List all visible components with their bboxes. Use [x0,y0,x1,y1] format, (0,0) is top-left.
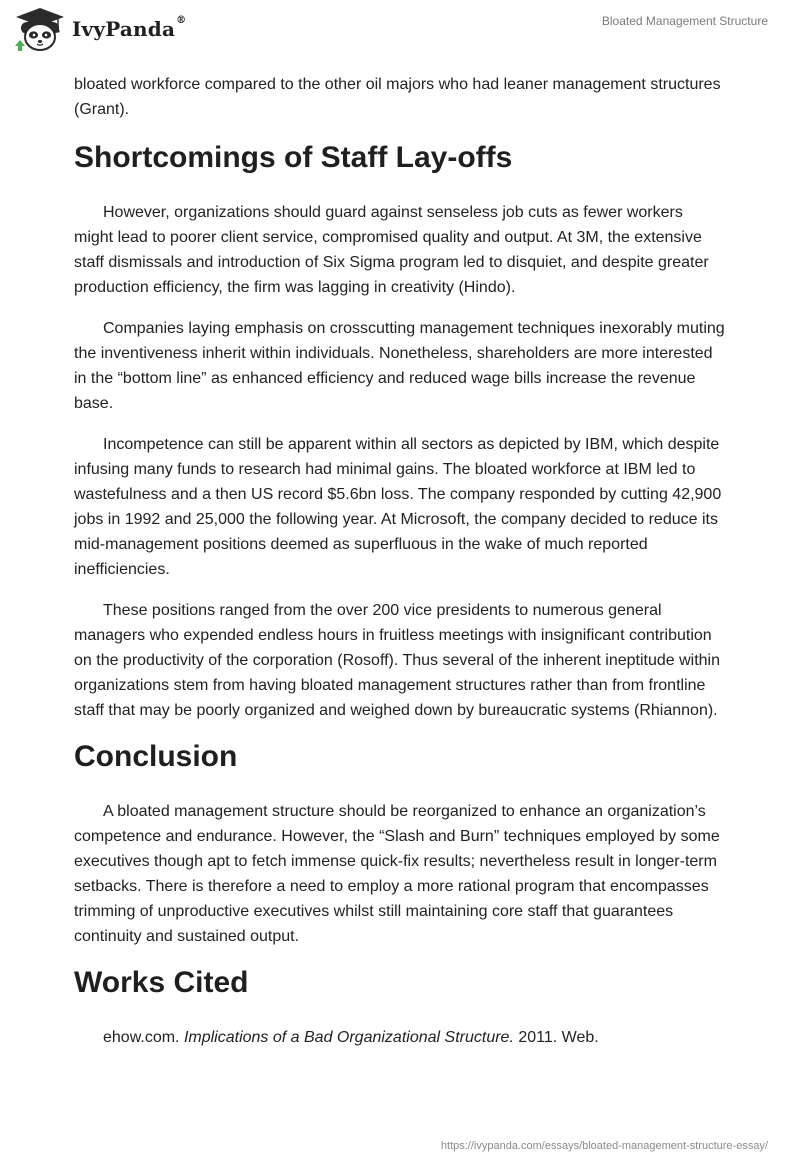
citation-year: 2011. Web. [518,1029,599,1046]
paragraph: Companies laying emphasis on crosscutting management techniques inexorably muting the inventiveness inherit within individuals. Nonetheless, shareholders are more interested in the “bottom line” as enhanced efficiency and reduced wage bills increase the revenue base. [74,320,725,412]
document-title: Bloated Management Structure [601,14,768,28]
footer-url[interactable]: https://ivypanda.com/essays/bloated-management-structure-essay/ [440,1140,768,1152]
page-header [0,0,800,70]
ivypanda-logo[interactable] [14,6,186,52]
section-heading-conclusion: Conclusion [74,740,238,773]
citation-title: Implications of a Bad Organizational Structure. [183,1029,514,1046]
section-heading-works-cited: Works Cited [74,966,249,999]
paragraph: However, organizations should guard against senseless job cuts as fewer workers might lead to poorer client service, compromised quality and output. At 3M, the extensive staff dismissals and introduction of Six Sigma program led to disquiet, and despite greater production efficiency, the firm was lagging in creativity (Hindo). [74,204,709,296]
intro-paragraph: bloated workforce compared to the other oil majors who had leaner management structures (Grant). [74,76,721,118]
citation-source: ehow.com. [103,1029,180,1046]
paragraph: These positions ranged from the over 200 vice presidents to numerous general managers who expended endless hours in fruitless meetings with insignificant contribution on the productivity of the corporation (Rosoff). Thus several of the inherent ineptitude within organizations stem from having bloated management structures rather than from frontline staff that may be poorly organized and weighed down by bureaucratic systems (Rhiannon). [74,602,720,719]
paragraph: Incompetence can still be apparent within all sectors as depicted by IBM, which despite infusing many funds to research had minimal gains. The bloated workforce at IBM led to wastefulness and a then US record $5.6bn loss. The company responded by cutting 42,900 jobs in 1992 and 25,000 the following year. At Microsoft, the company decided to reduce its mid-management positions deemed as superfluous in the wake of much reported inefficiencies. [74,436,722,578]
citation-entry [74,1025,726,1050]
section-heading-shortcomings: Shortcomings of Staff Lay-offs [74,141,513,174]
essay-body [74,72,726,1050]
paragraph: A bloated management structure should be reorganized to enhance an organization’s competence and endurance. However, the “Slash and Burn” techniques employed by some executives though apt to fetch immense quick-fix results; nevertheless result in longer-term setbacks. There is therefore a need to employ a more rational program that encompasses trimming of unproductive executives whilst still maintaining core staff that guarantees continuity and sustained output. [74,803,720,945]
panda-graduate-icon [14,6,66,52]
brand-name: IvyPanda® [72,15,187,41]
